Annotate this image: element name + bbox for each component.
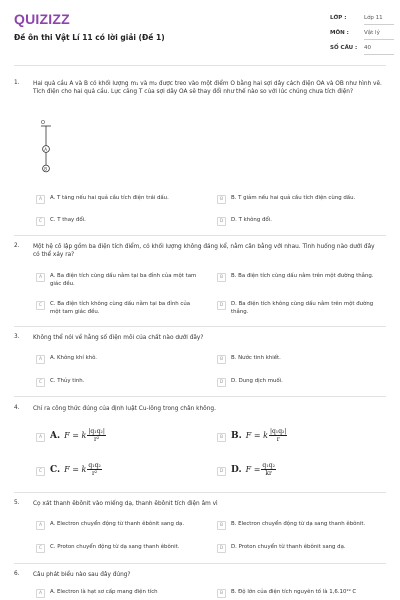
option-letter-badge: D [217, 467, 226, 476]
option-text: B. T giảm nếu hai quả cầu tích điện cùng dấu. [231, 195, 356, 201]
option-letter-badge: B [217, 433, 226, 442]
option-letter-badge: B [217, 355, 226, 364]
option-text: C. Thủy tinh. [50, 378, 85, 384]
option-letter-badge: A [36, 355, 45, 364]
option-text: B. Electron chuyển động từ dạ sang thanh êbônit. [231, 521, 366, 527]
option-a[interactable] [36, 521, 220, 530]
option-text: A. Không khí khô. [50, 355, 98, 361]
question-divider [14, 563, 386, 564]
question-number: 2. [14, 243, 20, 249]
option-letter-badge: B [217, 273, 226, 282]
question-divider [14, 492, 386, 493]
page-header [0, 0, 400, 60]
option-d[interactable] [217, 544, 400, 553]
option-d[interactable] [217, 217, 381, 226]
option-text: D. Dung dịch muối. [231, 378, 283, 384]
option-letter-badge: C [36, 301, 45, 310]
option-text: A. T tăng nếu hai quả cầu tích điện trái dấu. [50, 195, 169, 201]
option-text: B. Độ lớn của điện tích nguyên tố là 1,6.10¹⁹ C [231, 589, 357, 595]
option-c[interactable] [36, 301, 200, 316]
question-number: 6. [14, 571, 20, 577]
option-letter-badge: B [217, 195, 226, 204]
meta-subject-value: Vật lý [364, 30, 380, 36]
option-letter-badge: A [36, 433, 45, 442]
option-letter-badge: B [217, 521, 226, 530]
option-a[interactable] [36, 355, 200, 364]
formula: B. F = k $\frac{\text{|q₁q₂|}}{r}$ [231, 428, 287, 443]
option-text: A. Electron là hạt sơ cấp mang điện tích [50, 589, 158, 595]
meta-subject-key: MÔN : [330, 30, 349, 36]
option-b[interactable] [217, 589, 400, 598]
option-text: A. Electron chuyển động từ thanh êbônit sang dạ. [50, 521, 185, 527]
question-number: 4. [14, 405, 20, 411]
option-c[interactable] [36, 217, 200, 226]
option-letter-badge: A [36, 589, 45, 598]
option-c[interactable] [36, 378, 200, 387]
option-c[interactable] [36, 462, 102, 477]
meta-class-key: LỚP : [330, 15, 347, 21]
formula: C. F = k $\frac{\text{q₁q₂}}{\text{r²}}$ [50, 462, 101, 477]
question-number: 3. [14, 334, 20, 340]
option-text: C. Proton chuyển động từ dạ sang thanh êbônit. [50, 544, 180, 550]
question-divider [14, 235, 386, 236]
option-d[interactable] [217, 301, 381, 316]
option-letter-badge: A [36, 195, 45, 204]
option-letter-badge: C [36, 467, 45, 476]
header-divider [14, 65, 386, 66]
option-b[interactable] [217, 195, 381, 204]
option-b[interactable] [217, 355, 381, 364]
option-letter-badge: B [217, 589, 226, 598]
question-text: Không thể nói về hằng số điện môi của chất nào dưới đây? [33, 335, 204, 341]
meta-count-value: 40 [364, 45, 371, 51]
option-letter-badge: A [36, 273, 45, 282]
option-b[interactable] [217, 521, 400, 530]
option-letter-badge: C [36, 217, 45, 226]
formula: A. F = k $\frac{\text{|q₁q₂|}}{\text{r²}}$ [50, 428, 105, 443]
option-a[interactable] [36, 428, 106, 443]
option-text: D. Proton chuyển từ thanh êbônit sang dạ. [231, 544, 346, 550]
option-letter-badge: C [36, 378, 45, 387]
question-divider [14, 396, 386, 397]
svg-text:A: A [44, 146, 48, 152]
option-text: B. Nước tinh khiết. [231, 355, 281, 361]
question-text: Hai quả cầu A và B có khối lượng m₁ và m₂ được treo vào một điểm O bằng hai sợi dây cách điện OA và OB như hình vẽ. Tích điện cho hai quả cầu. Lực căng T của sợi dây OA sẽ thay đổi như thế nào so với lúc chúng chưa tích điện? [33, 81, 382, 95]
option-letter-badge: A [36, 521, 45, 530]
option-text: D. Ba điện tích không cùng dấu nằm trên một đường thẳng. [231, 301, 374, 315]
page-title: Đề ôn thi Vật Lí 11 có lời giải (Đề 1) [14, 33, 165, 42]
option-letter-badge: D [217, 301, 226, 310]
question-divider [14, 326, 386, 327]
option-letter-badge: C [36, 544, 45, 553]
option-a[interactable] [36, 273, 200, 288]
option-letter-badge: D [217, 217, 226, 226]
question-text: Một hệ cô lập gồm ba điện tích điểm, có khối lượng không đáng kể, nằm cân bằng với nhau. Tình huống nào dưới đây có thể xảy ra? [33, 244, 375, 258]
option-a[interactable] [36, 589, 220, 598]
meta-class-value: Lớp 11 [364, 15, 383, 21]
option-d[interactable] [217, 462, 276, 477]
option-text: C. Ba điện tích không cùng dấu nằm tại ba đỉnh của một tam giác đều. [50, 301, 191, 315]
option-text: D. T không đổi. [231, 217, 272, 223]
pendulum-diagram [38, 118, 58, 176]
formula: D. F = $\frac{\text{q₁q₂}}{kr}$ [231, 462, 275, 477]
option-b[interactable] [217, 428, 287, 443]
meta-count-key: SỐ CÂU : [330, 45, 358, 51]
question-text: Chỉ ra công thức đúng của định luật Cu-lông trong chân không. [33, 406, 216, 412]
quizizz-logo: QUIZIZZ [14, 11, 70, 27]
option-b[interactable] [217, 273, 381, 282]
question-number: 5. [14, 500, 20, 506]
option-text: A. Ba điện tích cùng dấu nằm tại ba đỉnh của một tam giác đều. [50, 273, 197, 287]
diagram-label-o: O [41, 120, 45, 126]
question-text: Cọ xát thanh êbônit vào miếng dạ, thanh êbônit tích điện âm vì [33, 501, 218, 507]
option-d[interactable] [217, 378, 381, 387]
option-a[interactable] [36, 195, 200, 204]
question-text: Câu phát biểu nào sau đây đúng? [33, 572, 131, 578]
question-number: 1. [14, 80, 20, 86]
option-c[interactable] [36, 544, 220, 553]
option-text: B. Ba điện tích cùng dấu nằm trên một đường thẳng. [231, 273, 374, 279]
option-letter-badge: D [217, 378, 226, 387]
svg-text:B: B [44, 166, 48, 172]
option-text: C. T thay đổi. [50, 217, 86, 223]
option-letter-badge: D [217, 544, 226, 553]
